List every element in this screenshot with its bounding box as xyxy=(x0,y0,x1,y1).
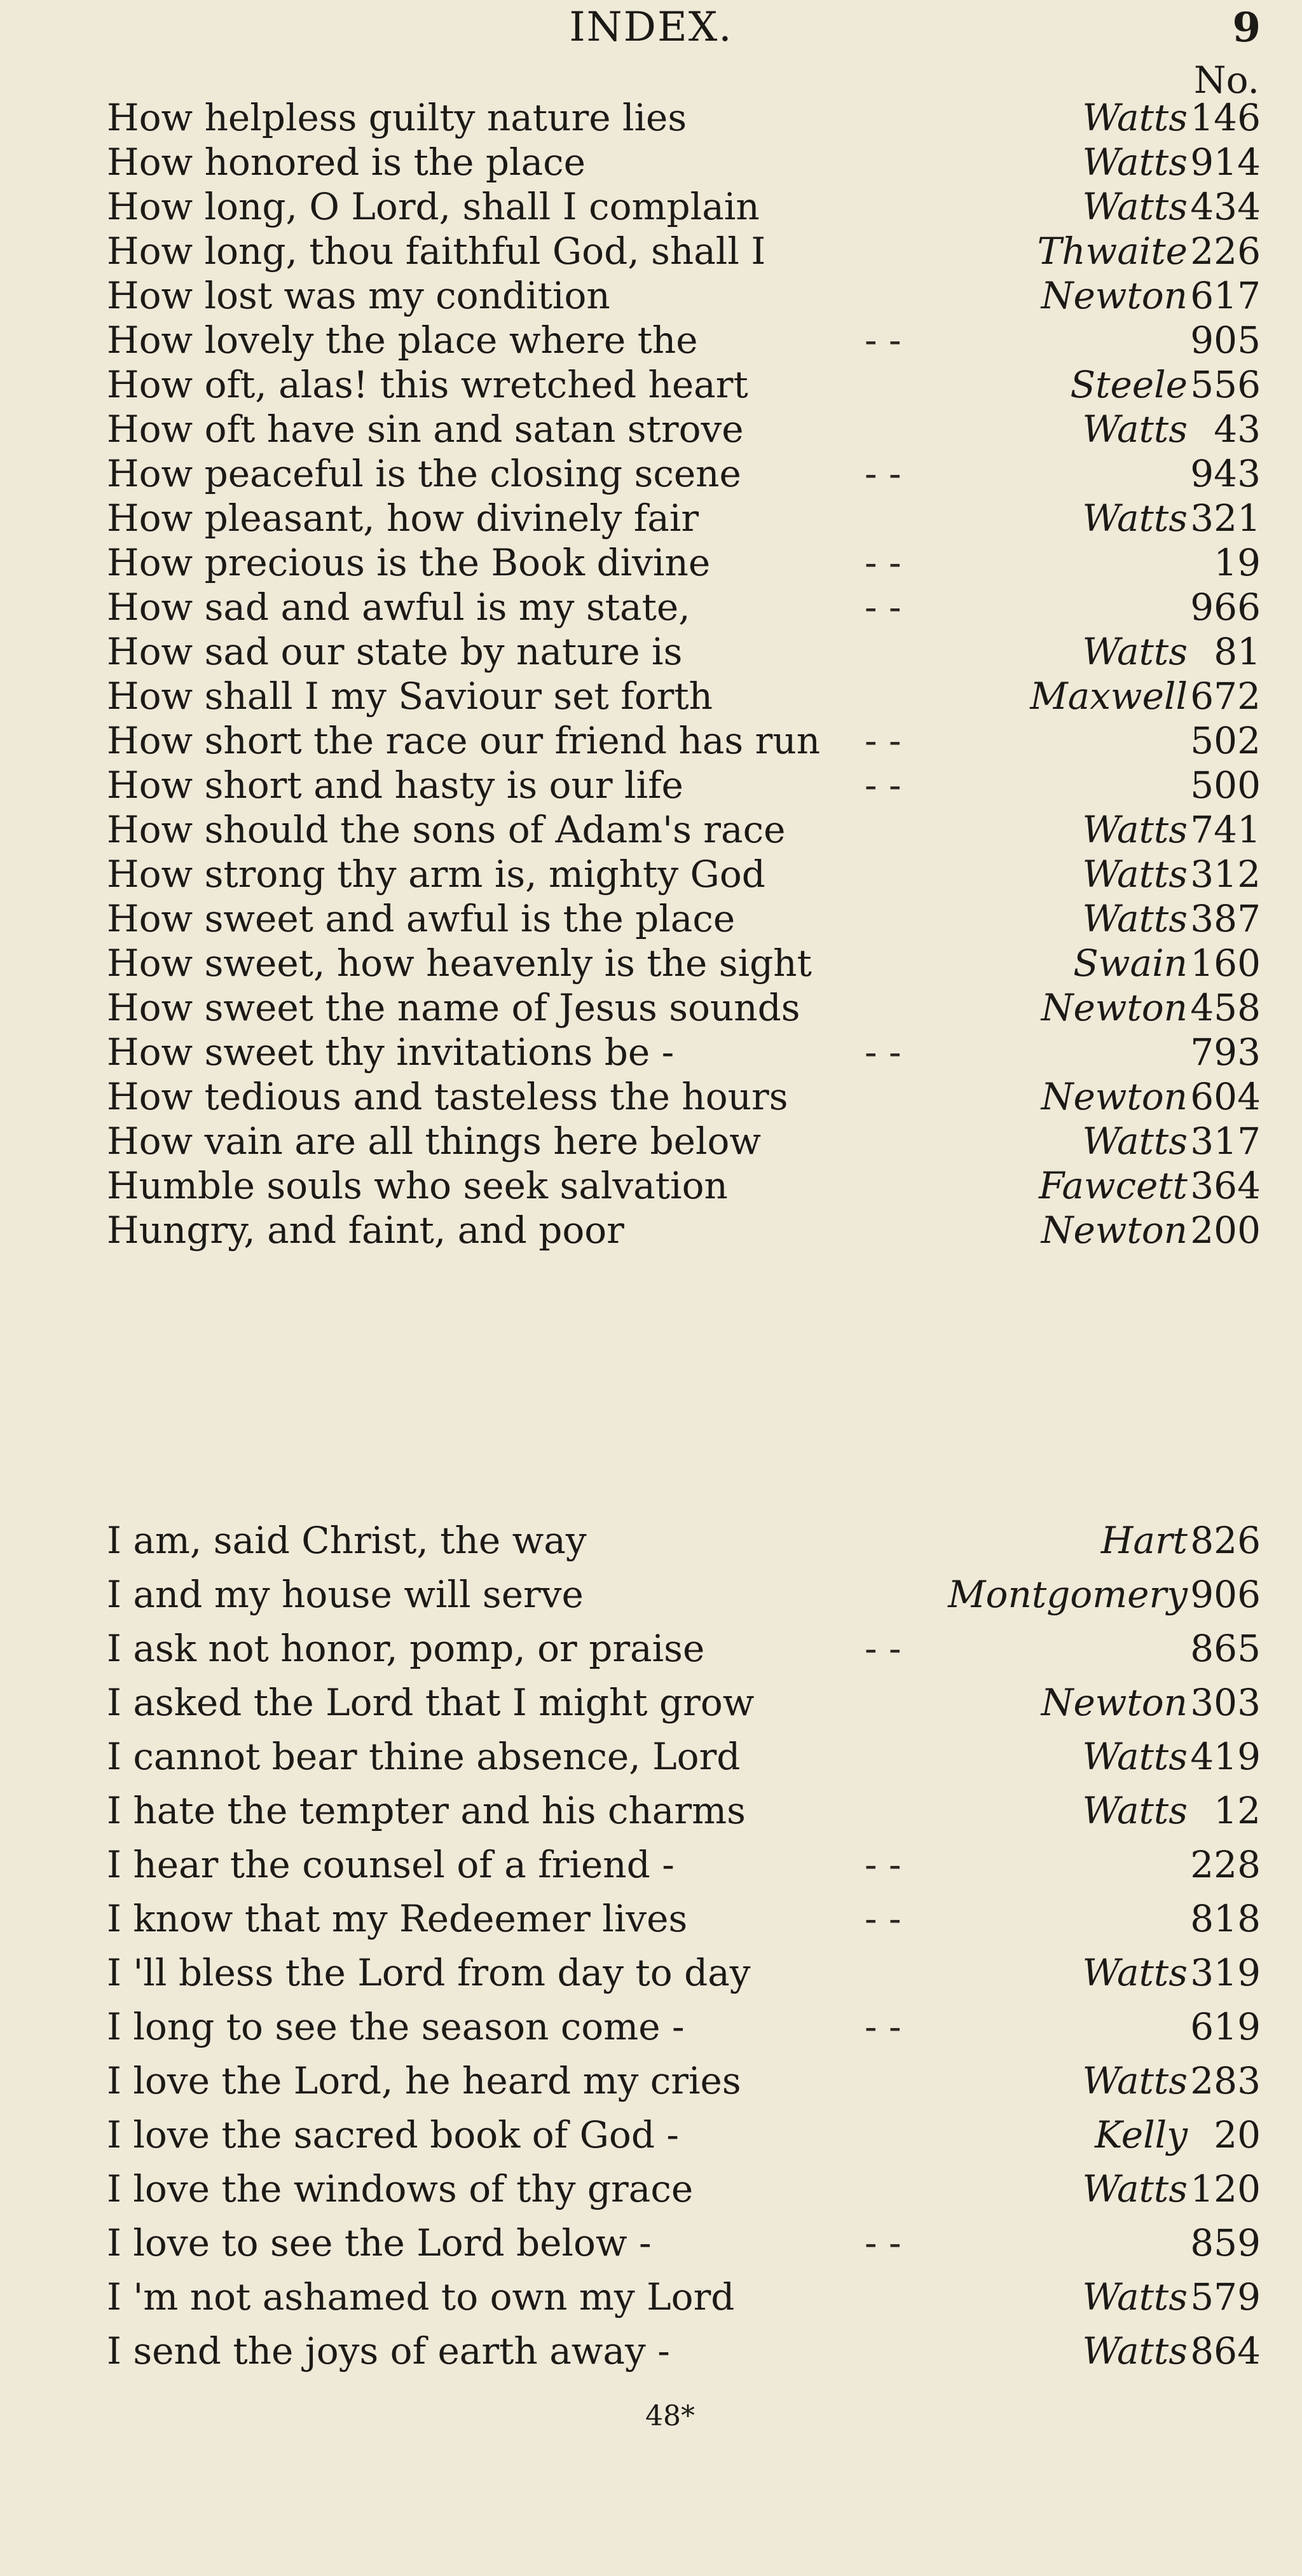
entry-hymn-number: 303 xyxy=(1190,1681,1261,1724)
entry-hymn-number: 966 xyxy=(1190,586,1261,629)
index-entry xyxy=(0,273,1302,319)
index-entry xyxy=(0,1074,1302,1120)
entry-author: Watts xyxy=(1082,2167,1188,2210)
entry-hymn-number: 864 xyxy=(1190,2329,1261,2373)
entry-hymn-number: 81 xyxy=(1214,630,1261,673)
entry-first-line: How sad and awful is my state, xyxy=(107,586,690,629)
leader-dashes: - - xyxy=(865,2221,901,2264)
entry-first-line: I cannot bear thine absence, Lord xyxy=(107,1735,741,1778)
entry-author: Newton xyxy=(1041,274,1188,317)
index-entry xyxy=(0,1680,1302,1725)
index-entry xyxy=(0,2004,1302,2050)
leader-dashes: - - xyxy=(865,2005,901,2048)
index-entry xyxy=(0,985,1302,1031)
signature-mark: 48* xyxy=(645,2400,695,2432)
index-entry xyxy=(0,184,1302,230)
leader-dashes: - - xyxy=(865,586,901,629)
entry-first-line: How peaceful is the closing scene xyxy=(107,452,741,495)
entry-hymn-number: 458 xyxy=(1190,986,1261,1029)
entry-hymn-number: 818 xyxy=(1190,1897,1261,1940)
entry-first-line: How sweet, how heavenly is the sight xyxy=(107,942,812,985)
entry-author: Watts xyxy=(1082,853,1188,896)
index-entry xyxy=(0,1788,1302,1833)
entry-first-line: How pleasant, how divinely fair xyxy=(107,497,699,540)
entry-hymn-number: 200 xyxy=(1190,1209,1261,1252)
index-entry xyxy=(0,1030,1302,1075)
entry-author: Watts xyxy=(1082,2329,1188,2373)
index-entry xyxy=(0,1163,1302,1209)
index-entry xyxy=(0,1572,1302,1617)
entry-hymn-number: 419 xyxy=(1190,1735,1261,1778)
entry-first-line: I send the joys of earth away - xyxy=(107,2329,670,2373)
entry-hymn-number: 672 xyxy=(1190,675,1261,718)
index-entry xyxy=(0,629,1302,675)
index-entry xyxy=(0,2275,1302,2320)
index-entry xyxy=(0,451,1302,497)
entry-hymn-number: 741 xyxy=(1190,808,1261,851)
entry-first-line: How should the sons of Adam's race xyxy=(107,808,786,851)
entry-hymn-number: 500 xyxy=(1190,764,1261,807)
index-entry xyxy=(0,140,1302,185)
entry-hymn-number: 793 xyxy=(1190,1031,1261,1074)
index-entry xyxy=(0,807,1302,853)
entry-author: Watts xyxy=(1082,808,1188,851)
entry-first-line: How long, O Lord, shall I complain xyxy=(107,185,760,228)
index-entry xyxy=(0,1842,1302,1887)
index-entry xyxy=(0,407,1302,452)
entry-first-line: How sad our state by nature is xyxy=(107,630,683,673)
index-entry xyxy=(0,229,1302,274)
entry-author: Watts xyxy=(1082,497,1188,540)
entry-hymn-number: 20 xyxy=(1214,2113,1261,2156)
entry-hymn-number: 12 xyxy=(1214,1789,1261,1832)
entry-first-line: How tedious and tasteless the hours xyxy=(107,1075,788,1118)
index-entry xyxy=(0,2221,1302,2266)
entry-hymn-number: 906 xyxy=(1190,1573,1261,1616)
entry-first-line: How honored is the place xyxy=(107,140,586,184)
entry-hymn-number: 226 xyxy=(1190,230,1261,273)
leader-dashes: - - xyxy=(865,764,901,807)
leader-dashes: - - xyxy=(865,452,901,495)
entry-first-line: I love the sacred book of God - xyxy=(107,2113,679,2156)
entry-first-line: I love the windows of thy grace xyxy=(107,2167,694,2210)
entry-first-line: I am, said Christ, the way xyxy=(107,1519,587,1562)
entry-author: Watts xyxy=(1082,1735,1188,1778)
entry-author: Watts xyxy=(1082,897,1188,940)
entry-author: Watts xyxy=(1082,1951,1188,1994)
entry-hymn-number: 502 xyxy=(1190,719,1261,762)
entry-author: Watts xyxy=(1082,185,1188,228)
index-entry xyxy=(0,1734,1302,1779)
entry-first-line: How sweet and awful is the place xyxy=(107,897,736,940)
entry-first-line: How helpless guilty nature lies xyxy=(107,96,687,139)
index-entry xyxy=(0,2059,1302,2104)
entry-first-line: How strong thy arm is, mighty God xyxy=(107,853,765,896)
entry-author: Newton xyxy=(1041,1681,1188,1724)
entry-first-line: How shall I my Saviour set forth xyxy=(107,675,713,718)
entry-hymn-number: 364 xyxy=(1190,1164,1261,1207)
entry-first-line: How oft have sin and satan strove xyxy=(107,408,744,451)
entry-hymn-number: 160 xyxy=(1190,942,1261,985)
entry-author: Watts xyxy=(1082,96,1188,139)
entry-hymn-number: 146 xyxy=(1190,96,1261,139)
entry-hymn-number: 859 xyxy=(1190,2221,1261,2264)
entry-first-line: How precious is the Book divine xyxy=(107,541,711,584)
leader-dashes: - - xyxy=(865,1627,901,1670)
entry-first-line: How sweet the name of Jesus sounds xyxy=(107,986,800,1029)
entry-hymn-number: 43 xyxy=(1214,408,1261,451)
entry-hymn-number: 319 xyxy=(1190,1951,1261,1994)
entry-first-line: How oft, alas! this wretched heart xyxy=(107,363,748,406)
entry-first-line: Humble souls who seek salvation xyxy=(107,1164,728,1207)
page-number: 9 xyxy=(1232,4,1261,51)
entry-hymn-number: 905 xyxy=(1190,319,1261,362)
entry-author: Watts xyxy=(1082,630,1188,673)
index-entry xyxy=(0,1119,1302,1164)
entry-author: Newton xyxy=(1041,986,1188,1029)
index-entry xyxy=(0,896,1302,942)
entry-first-line: I hear the counsel of a friend - xyxy=(107,1843,675,1886)
entry-hymn-number: 19 xyxy=(1214,541,1261,584)
entry-author: Steele xyxy=(1070,363,1188,406)
leader-dashes: - - xyxy=(865,719,901,762)
entry-hymn-number: 865 xyxy=(1190,1627,1261,1670)
entry-hymn-number: 943 xyxy=(1190,452,1261,495)
index-entry xyxy=(0,2167,1302,2212)
entry-first-line: How short and hasty is our life xyxy=(107,764,683,807)
entry-author: Hart xyxy=(1100,1519,1188,1562)
entry-first-line: How sweet thy invitations be - xyxy=(107,1031,675,1074)
index-entry xyxy=(0,674,1302,719)
entry-hymn-number: 120 xyxy=(1190,2167,1261,2210)
entry-hymn-number: 617 xyxy=(1190,274,1261,317)
entry-author: Maxwell xyxy=(1030,675,1188,718)
entry-author: Montgomery xyxy=(948,1573,1188,1616)
entry-hymn-number: 579 xyxy=(1190,2275,1261,2319)
index-entry xyxy=(0,852,1302,897)
entry-first-line: I know that my Redeemer lives xyxy=(107,1897,688,1940)
index-entry xyxy=(0,718,1302,764)
leader-dashes: - - xyxy=(865,1897,901,1940)
index-entry xyxy=(0,362,1302,408)
entry-author: Watts xyxy=(1082,1120,1188,1163)
entry-author: Watts xyxy=(1082,140,1188,184)
entry-first-line: I long to see the season come - xyxy=(107,2005,685,2048)
entry-first-line: I 'm not ashamed to own my Lord xyxy=(107,2275,735,2319)
entry-first-line: I and my house will serve xyxy=(107,1573,584,1616)
entry-first-line: How short the race our friend has run xyxy=(107,719,821,762)
entry-first-line: I love to see the Lord below - xyxy=(107,2221,652,2264)
entry-author: Newton xyxy=(1041,1209,1188,1252)
entry-author: Watts xyxy=(1082,1789,1188,1832)
index-entry xyxy=(0,540,1302,586)
index-entry xyxy=(0,763,1302,808)
entry-author: Swain xyxy=(1073,942,1188,985)
entry-hymn-number: 387 xyxy=(1190,897,1261,940)
index-entry xyxy=(0,1626,1302,1671)
leader-dashes: - - xyxy=(865,319,901,362)
entry-first-line: How lost was my condition xyxy=(107,274,610,317)
entry-hymn-number: 283 xyxy=(1190,2059,1261,2102)
index-entry xyxy=(0,1950,1302,1996)
entry-first-line: How long, thou faithful God, shall I xyxy=(107,230,766,273)
entry-first-line: I 'll bless the Lord from day to day xyxy=(107,1951,751,1994)
index-entry xyxy=(0,95,1302,140)
entry-first-line: How lovely the place where the xyxy=(107,319,698,362)
index-entry xyxy=(0,318,1302,363)
entry-first-line: I ask not honor, pomp, or praise xyxy=(107,1627,705,1670)
entry-first-line: I hate the tempter and his charms xyxy=(107,1789,746,1832)
entry-hymn-number: 317 xyxy=(1190,1120,1261,1163)
entry-author: Thwaite xyxy=(1037,230,1188,273)
index-entry xyxy=(0,496,1302,541)
entry-author: Watts xyxy=(1082,2275,1188,2319)
index-entry xyxy=(0,941,1302,986)
index-entry xyxy=(0,2113,1302,2158)
entry-author: Watts xyxy=(1082,408,1188,451)
entry-hymn-number: 312 xyxy=(1190,853,1261,896)
entry-first-line: Hungry, and faint, and poor xyxy=(107,1209,624,1252)
index-entry xyxy=(0,1896,1302,1942)
index-entry xyxy=(0,2329,1302,2374)
index-entry xyxy=(0,585,1302,630)
entry-hymn-number: 434 xyxy=(1190,185,1261,228)
entry-author: Fawcett xyxy=(1039,1164,1188,1207)
entry-hymn-number: 556 xyxy=(1190,363,1261,406)
leader-dashes: - - xyxy=(865,541,901,584)
leader-dashes: - - xyxy=(865,1843,901,1886)
entry-first-line: How vain are all things here below xyxy=(107,1120,762,1163)
entry-hymn-number: 914 xyxy=(1190,140,1261,184)
number-column-label: No. xyxy=(1193,58,1259,102)
page-header xyxy=(0,4,1302,51)
entry-hymn-number: 321 xyxy=(1190,497,1261,540)
page-title: INDEX. xyxy=(569,4,733,51)
entry-author: Newton xyxy=(1041,1075,1188,1118)
entry-first-line: I love the Lord, he heard my cries xyxy=(107,2059,741,2102)
leader-dashes: - - xyxy=(865,1031,901,1074)
index-entry xyxy=(0,1518,1302,1563)
entry-hymn-number: 604 xyxy=(1190,1075,1261,1118)
entry-first-line: I asked the Lord that I might grow xyxy=(107,1681,755,1724)
entry-author: Kelly xyxy=(1095,2113,1188,2156)
entry-author: Watts xyxy=(1082,2059,1188,2102)
index-entry xyxy=(0,1208,1302,1253)
entry-hymn-number: 619 xyxy=(1190,2005,1261,2048)
entry-hymn-number: 228 xyxy=(1190,1843,1261,1886)
entry-hymn-number: 826 xyxy=(1190,1519,1261,1562)
